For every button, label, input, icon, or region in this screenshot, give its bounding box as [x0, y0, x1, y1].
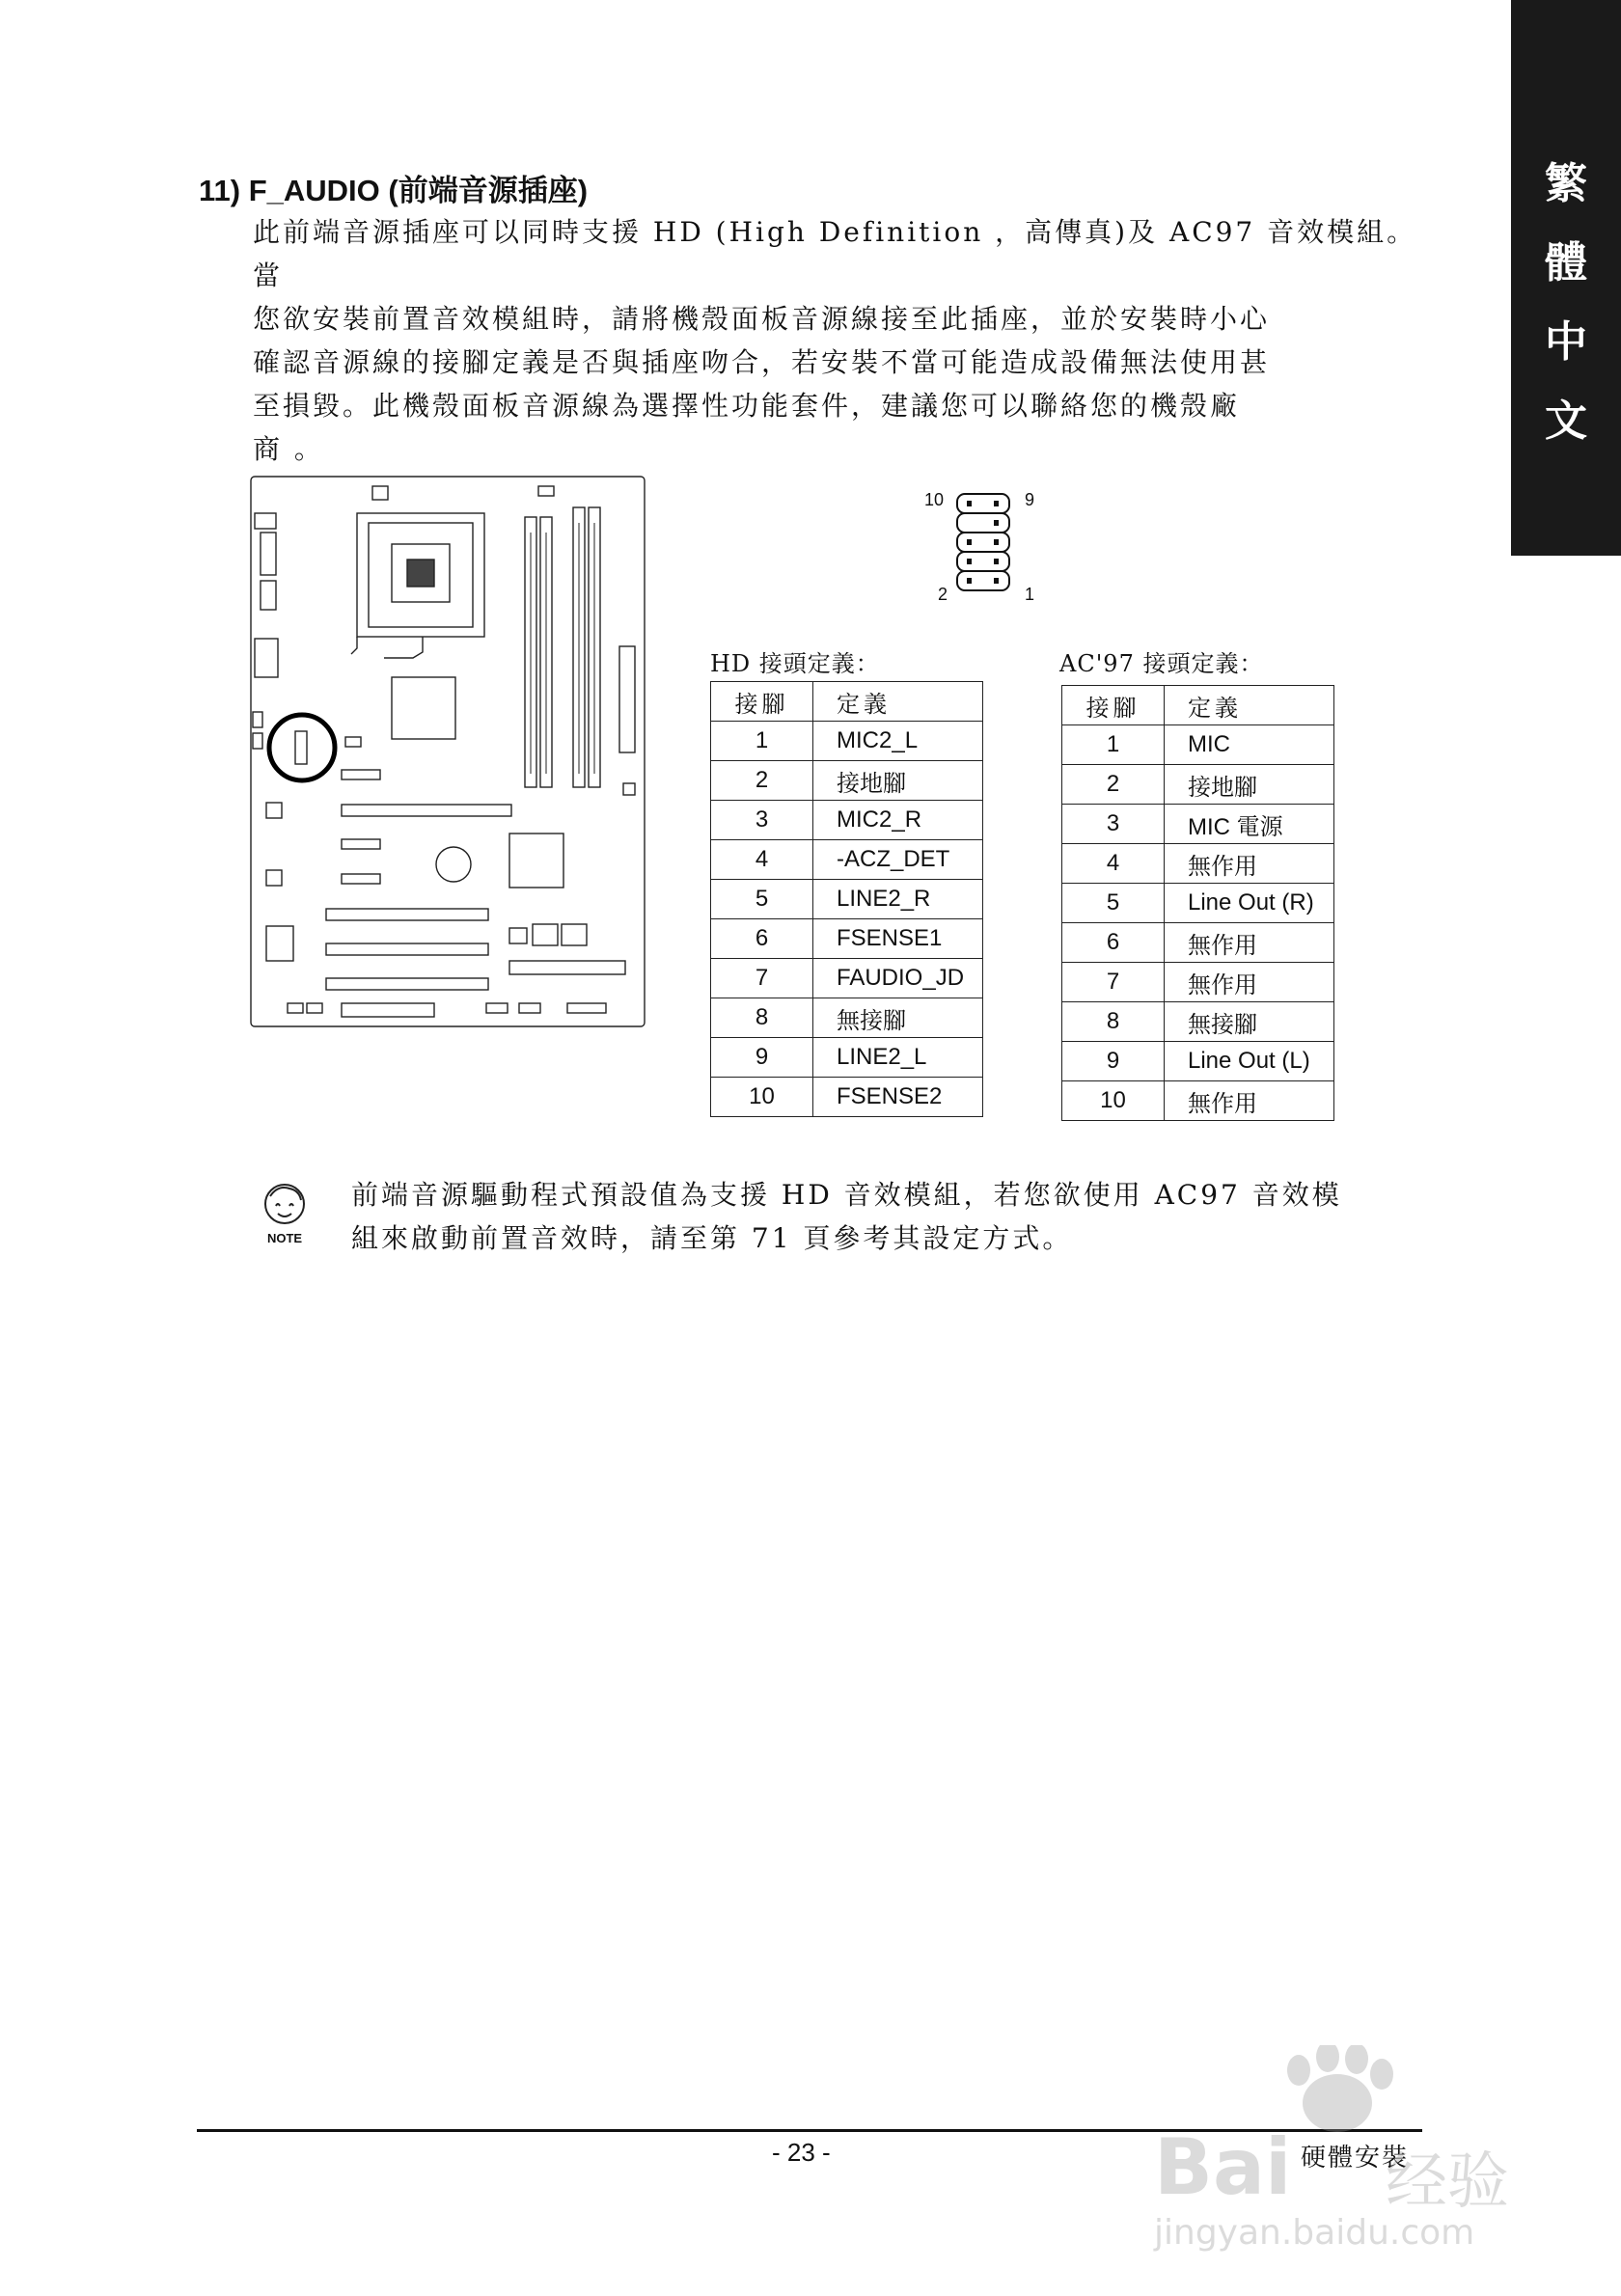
- table-row: [1062, 844, 1334, 884]
- baidu-watermark: [1154, 2045, 1521, 2257]
- pin-column-header: 接腳: [1062, 686, 1165, 725]
- pin-definition-cell: 無接腳: [1165, 1002, 1334, 1042]
- ac97-pin-table: [1061, 685, 1334, 1121]
- table-row: [711, 880, 983, 919]
- pin-definition-cell: 接地腳: [1165, 765, 1334, 805]
- pin-number-cell: 8: [1062, 1002, 1165, 1042]
- note-line: 組來啟動前置音效時，請至第 71 頁參考其設定方式。: [351, 1222, 1073, 1254]
- watermark-url: jingyan.baidu.com: [1154, 2213, 1475, 2253]
- table-row: [711, 722, 983, 761]
- pin-number-cell: 9: [711, 1038, 813, 1078]
- table-row: [711, 840, 983, 880]
- pin-definition-cell: LINE2_R: [813, 880, 983, 919]
- pin-definition-cell: FAUDIO_JD: [813, 959, 983, 998]
- pin-definition-cell: 無作用: [1165, 963, 1334, 1002]
- watermark-brand: Bai: [1154, 2122, 1292, 2212]
- table-row: [1062, 805, 1334, 844]
- pin-definition-cell: LINE2_L: [813, 1038, 983, 1078]
- pin-definition-cell: FSENSE1: [813, 919, 983, 959]
- side-tab-char: 繁: [1545, 159, 1587, 208]
- pin-number-cell: 6: [1062, 923, 1165, 963]
- pin-number-cell: 2: [711, 761, 813, 801]
- pin-definition-cell: Line Out (L): [1165, 1042, 1334, 1081]
- pin-label-1: 1: [1025, 585, 1035, 604]
- section-title: 11) F_AUDIO (前端音源插座): [199, 174, 589, 207]
- table-row: [711, 1078, 983, 1117]
- pin-number-cell: 3: [711, 801, 813, 840]
- pin-number-cell: 4: [1062, 844, 1165, 884]
- table-row: [1062, 1042, 1334, 1081]
- pin-definition-cell: MIC: [1165, 725, 1334, 765]
- pin-number-cell: 7: [1062, 963, 1165, 1002]
- table-row: [711, 919, 983, 959]
- pin-definition-cell: 無作用: [1165, 844, 1334, 884]
- definition-column-header: 定義: [813, 682, 983, 722]
- pin-column-header: 接腳: [711, 682, 813, 722]
- pin-definition-cell: MIC2_R: [813, 801, 983, 840]
- pin-number-cell: 5: [1062, 884, 1165, 923]
- pin-definition-cell: 無作用: [1165, 1081, 1334, 1121]
- definition-column-header: 定義: [1165, 686, 1334, 725]
- language-side-tab: [1511, 0, 1621, 556]
- pin-number-cell: 4: [711, 840, 813, 880]
- table-row: [711, 801, 983, 840]
- page-number: - 23 -: [772, 2138, 831, 2167]
- ac97-table-caption: AC'97 接頭定義：: [1059, 650, 1264, 677]
- pin-definition-cell: -ACZ_DET: [813, 840, 983, 880]
- note-icon: [253, 1177, 316, 1246]
- note-line: 前端音源驅動程式預設值為支援 HD 音效模組，若您欲使用 AC97 音效模: [351, 1179, 1342, 1211]
- table-row: [1062, 1002, 1334, 1042]
- table-row: [1062, 963, 1334, 1002]
- intro-line: 您欲安裝前置音效模組時，請將機殼面板音源線接至此插座，並於安裝時小心: [253, 303, 1271, 335]
- motherboard-diagram: [249, 475, 648, 1030]
- table-row: [711, 959, 983, 998]
- note-text: [351, 1173, 1432, 1260]
- pin-number-cell: 10: [711, 1078, 813, 1117]
- intro-line: 確認音源線的接腳定義是否與插座吻合，若安裝不當可能造成設備無法使用甚: [253, 346, 1271, 378]
- table-row: [711, 1038, 983, 1078]
- pin-number-cell: 10: [1062, 1081, 1165, 1121]
- note-icon-label: NOTE: [266, 1231, 303, 1245]
- pin-label-2: 2: [938, 585, 948, 604]
- hd-table-caption: HD 接頭定義：: [710, 650, 880, 677]
- pin-number-cell: 7: [711, 959, 813, 998]
- pin-number-cell: 1: [1062, 725, 1165, 765]
- intro-line: 此前端音源插座可以同時支援 HD (High Definition ，高傳真)及 AC97 音效模組。當: [253, 216, 1417, 291]
- pin-number-cell: 1: [711, 722, 813, 761]
- table-row: [1062, 923, 1334, 963]
- pin-header-icon: [953, 488, 1023, 612]
- table-row: [711, 998, 983, 1038]
- hd-pin-table: [710, 681, 983, 1117]
- intro-line: 商 。: [253, 433, 324, 465]
- pin-number-cell: 6: [711, 919, 813, 959]
- pin-number-cell: 3: [1062, 805, 1165, 844]
- pin-number-cell: 8: [711, 998, 813, 1038]
- pin-definition-cell: Line Out (R): [1165, 884, 1334, 923]
- watermark-suffix: 经验: [1386, 2146, 1509, 2218]
- table-row: [711, 761, 983, 801]
- pin-label-9: 9: [1025, 490, 1035, 509]
- pin-number-cell: 2: [1062, 765, 1165, 805]
- table-row: [1062, 765, 1334, 805]
- footer-section-name: 硬體安裝: [1301, 2144, 1410, 2173]
- intro-line: 至損毀。此機殼面板音源線為選擇性功能套件，建議您可以聯絡您的機殼廠: [253, 390, 1241, 422]
- pin-definition-cell: MIC 電源: [1165, 805, 1334, 844]
- pin-definition-cell: 無接腳: [813, 998, 983, 1038]
- table-header-row: [711, 682, 983, 722]
- intro-paragraph: [253, 210, 1420, 471]
- pin-label-10: 10: [924, 490, 945, 509]
- side-tab-char: 文: [1545, 396, 1587, 446]
- table-row: [1062, 884, 1334, 923]
- pin-number-cell: 9: [1062, 1042, 1165, 1081]
- pin-definition-cell: 無作用: [1165, 923, 1334, 963]
- pin-number-cell: 5: [711, 880, 813, 919]
- table-row: [1062, 1081, 1334, 1121]
- side-tab-char: 中: [1545, 317, 1587, 367]
- pin-definition-cell: MIC2_L: [813, 722, 983, 761]
- pin-definition-cell: FSENSE2: [813, 1078, 983, 1117]
- f-audio-highlight-circle: [269, 715, 335, 780]
- f-audio-pin-diagram: [924, 488, 1059, 612]
- table-row: [1062, 725, 1334, 765]
- side-tab-char: 體: [1545, 238, 1587, 287]
- table-header-row: [1062, 686, 1334, 725]
- pin-definition-cell: 接地腳: [813, 761, 983, 801]
